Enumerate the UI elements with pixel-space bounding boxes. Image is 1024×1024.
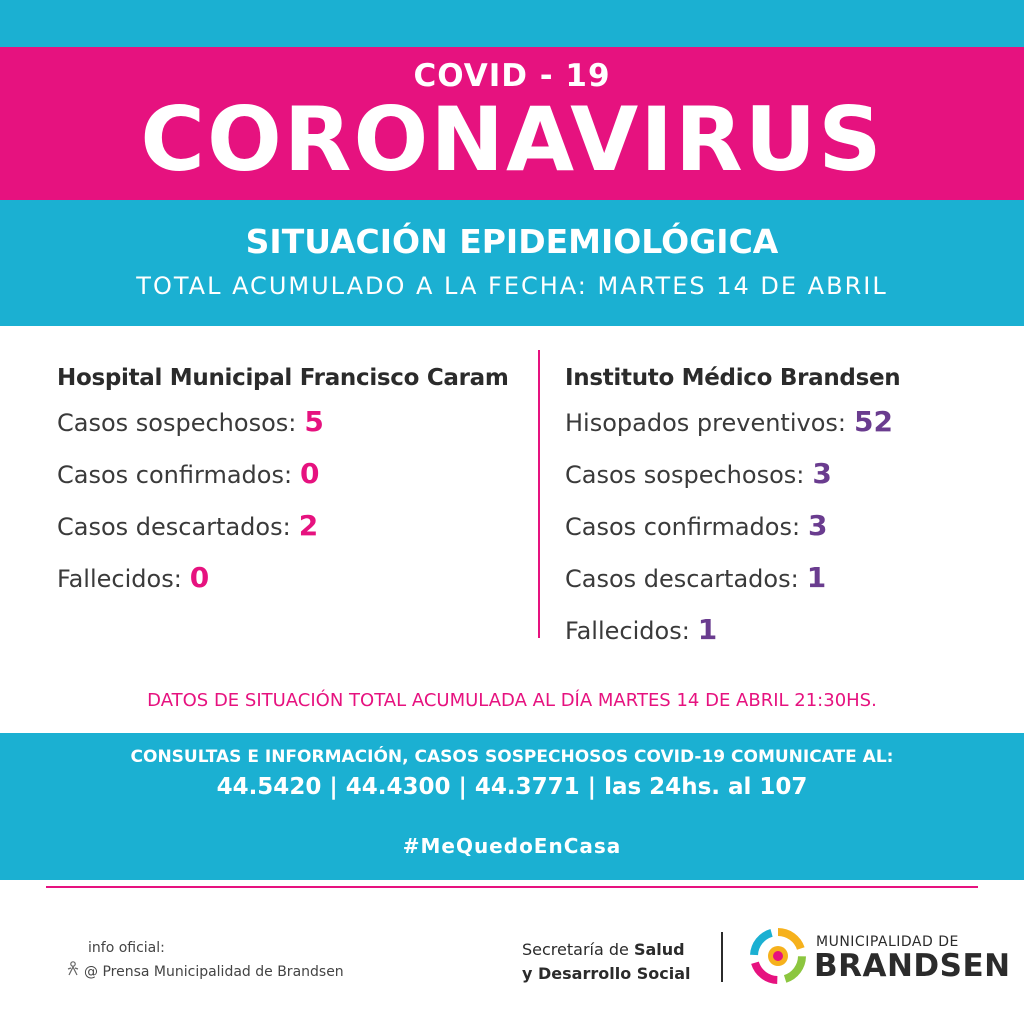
stat-label: Casos sospechosos: [565,461,805,489]
sec-text-a: Secretaría de [522,940,634,959]
stat-label: Fallecidos: [565,617,690,645]
stat-value: 1 [806,561,827,594]
brandsen-label: BRANDSEN [814,948,1011,984]
stat-row [57,396,527,448]
phone-numbers: 44.5420 | 44.4300 | 44.3771 | las 24hs. al 107 [216,774,808,800]
consultas-text: CONSULTAS E INFORMACIÓN, CASOS SOSPECHOSOS COVID-19 COMUNICATE AL: [130,747,894,767]
hospital-title: Hospital Municipal Francisco Caram [57,365,509,391]
subtitle: SITUACIÓN EPIDEMIOLÓGICA [245,222,779,261]
stat-value: 0 [300,457,320,490]
info-label: info oficial: [88,940,165,956]
stat-value: 52 [853,405,893,438]
stat-row [565,396,1005,448]
stat-value: 3 [812,457,832,490]
stat-label: Casos sospechosos: [57,409,297,437]
stat-value: 2 [298,509,319,542]
secretaria [522,938,691,986]
stat-row [57,448,527,500]
top-band [0,0,1024,47]
stat-value: 1 [697,613,718,646]
stat-label: Casos confirmados: [565,513,801,541]
column-divider [538,350,540,638]
stat-label: Fallecidos: [57,565,182,593]
sec-text-b: Salud [633,940,685,959]
stat-value: 5 [304,405,324,438]
facebook-icon [66,960,84,980]
page-title: CORONAVIRUS [140,88,884,191]
subtitle-band [0,200,1024,326]
stat-row [565,500,1005,552]
muni-label: MUNICIPALIDAD DE [816,934,959,950]
sec-text-c: y Desarrollo Social [522,964,691,983]
hashtag: #MeQuedoEnCasa [402,834,622,858]
stat-label: Casos confirmados: [57,461,293,489]
footer-rule [46,886,978,888]
stat-value: 3 [808,509,828,542]
covid-label: COVID - 19 [413,58,611,94]
hospital-column [57,360,527,604]
data-note: DATOS DE SITUACIÓN TOTAL ACUMULADA AL DÍA MARTES 14 DE ABRIL 21:30HS. [147,690,877,711]
stat-row [565,604,1005,656]
info-handle [66,960,344,980]
stat-value: 0 [189,561,210,594]
stat-label: Hisopados preventivos: [565,409,846,437]
stat-row [57,552,527,604]
total-date: TOTAL ACUMULADO A LA FECHA: MARTES 14 DE ABRIL [136,272,888,300]
instituto-title: Instituto Médico Brandsen [565,365,901,391]
stat-label: Casos descartados: [57,513,291,541]
stat-row [565,552,1005,604]
stat-row [57,500,527,552]
footer-separator [721,932,723,982]
instituto-column [565,360,1005,656]
handle-text: @ Prensa Municipalidad de Brandsen [84,964,344,980]
stat-label: Casos descartados: [565,565,799,593]
stat-row [565,448,1005,500]
municipal-logo-icon [750,928,806,984]
